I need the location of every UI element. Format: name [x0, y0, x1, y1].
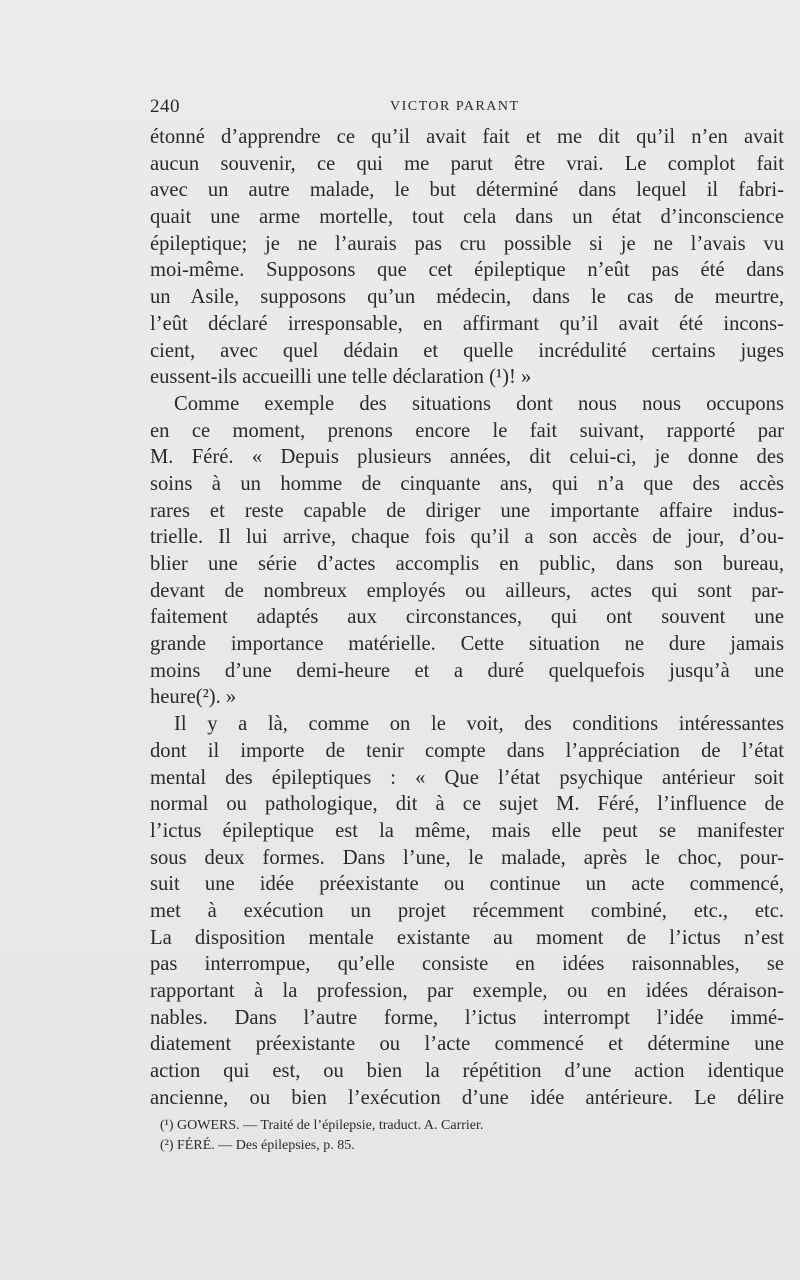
text-line: rares et reste capable de diriger une importante affaire indus- — [150, 499, 784, 522]
text-line: devant de nombreux employés ou ailleurs, actes qui sont par- — [150, 579, 784, 602]
text-line: moi-même. Supposons que cet épileptique n’eût pas été dans — [150, 259, 784, 282]
text-line: nables. Dans l’autre forme, l’ictus interrompt l’idée immé- — [150, 1006, 784, 1029]
footnotes — [160, 1116, 760, 1156]
text-line: avec un autre malade, le but déterminé dans lequel il fabri- — [150, 179, 784, 202]
running-head: VICTOR PARANT — [390, 99, 520, 114]
footnote: (¹) GOWERS. — Traité de l’épilepsie, traduct. A. Carrier. — [160, 1118, 484, 1133]
text-line: l’eût déclaré irresponsable, en affirmant qu’il avait été incons- — [150, 312, 784, 335]
text-line: action qui est, ou bien la répétition d’une action identique — [150, 1060, 784, 1083]
text-line: diatement préexistante ou l’acte commencé et détermine une — [150, 1033, 784, 1056]
text-line: eussent-ils accueilli une telle déclaration (¹)! » — [150, 366, 532, 389]
text-line: met à exécution un projet récemment combiné, etc., etc. — [150, 899, 784, 922]
text-line: dont il importe de tenir compte dans l’appréciation de l’état — [150, 739, 784, 762]
text-line: sous deux formes. Dans l’une, le malade, après le choc, pour- — [150, 846, 784, 869]
text-line: faitement adaptés aux circonstances, qui ont souvent une — [150, 606, 784, 629]
text-line: normal ou pathologique, dit à ce sujet M. Féré, l’influence de — [150, 793, 784, 816]
text-line: La disposition mentale existante au moment de l’ictus n’est — [150, 926, 784, 949]
text-line: épileptique; je ne l’aurais pas cru possible si je ne l’avais vu — [150, 232, 784, 255]
text-line: moins d’une demi-heure et a duré quelquefois jusqu’à une — [150, 659, 784, 682]
text-line: Il y a là, comme on le voit, des conditions intéressantes — [174, 713, 784, 736]
text-line: blier une série d’actes accomplis en public, dans son bureau, — [150, 553, 784, 575]
text-line: soins à un homme de cinquante ans, qui n’a que des accès — [150, 472, 784, 495]
text-line: pas interrompue, qu’elle consiste en idées raisonnables, se — [150, 953, 784, 976]
text-line: suit une idée préexistante ou continue un acte commencé, — [150, 873, 784, 896]
text-line: en ce moment, prenons encore le fait suivant, rapporté par — [150, 419, 784, 442]
text-line: un Asile, supposons qu’un médecin, dans le cas de meurtre, — [150, 286, 784, 309]
footnote: (²) FÉRÉ. — Des épilepsies, p. 85. — [160, 1138, 355, 1153]
text-line: Comme exemple des situations dont nous nous occupons — [174, 392, 784, 415]
text-line: trielle. Il lui arrive, chaque fois qu’il a son accès de jour, d’ou- — [150, 526, 784, 549]
page-number: 240 — [150, 96, 180, 117]
text-line: M. Féré. « Depuis plusieurs années, dit celui-ci, je donne des — [150, 446, 784, 469]
text-line: étonné d’apprendre ce qu’il avait fait et me dit qu’il n’en avait — [150, 126, 784, 148]
text-line: heure(²). » — [150, 686, 237, 709]
text-line: quait une arme mortelle, tout cela dans un état d’inconscience — [150, 206, 784, 229]
page-header — [150, 96, 786, 120]
text-line: cient, avec quel dédain et quelle incrédulité certains juges — [150, 339, 784, 362]
text-line: grande importance matérielle. Cette situation ne dure jamais — [150, 633, 784, 656]
text-line: aucun souvenir, ce qui me parut être vrai. Le complot fait — [150, 152, 784, 175]
text-line: l’ictus épileptique est la même, mais elle peut se manifester — [150, 819, 784, 842]
body-text — [150, 124, 784, 1111]
text-line: rapportant à la profession, par exemple, ou en idées déraison- — [150, 980, 784, 1002]
text-line: mental des épileptiques : « Que l’état psychique antérieur soit — [150, 766, 784, 789]
text-line: ancienne, ou bien l’exécution d’une idée antérieure. Le délire — [150, 1086, 784, 1109]
